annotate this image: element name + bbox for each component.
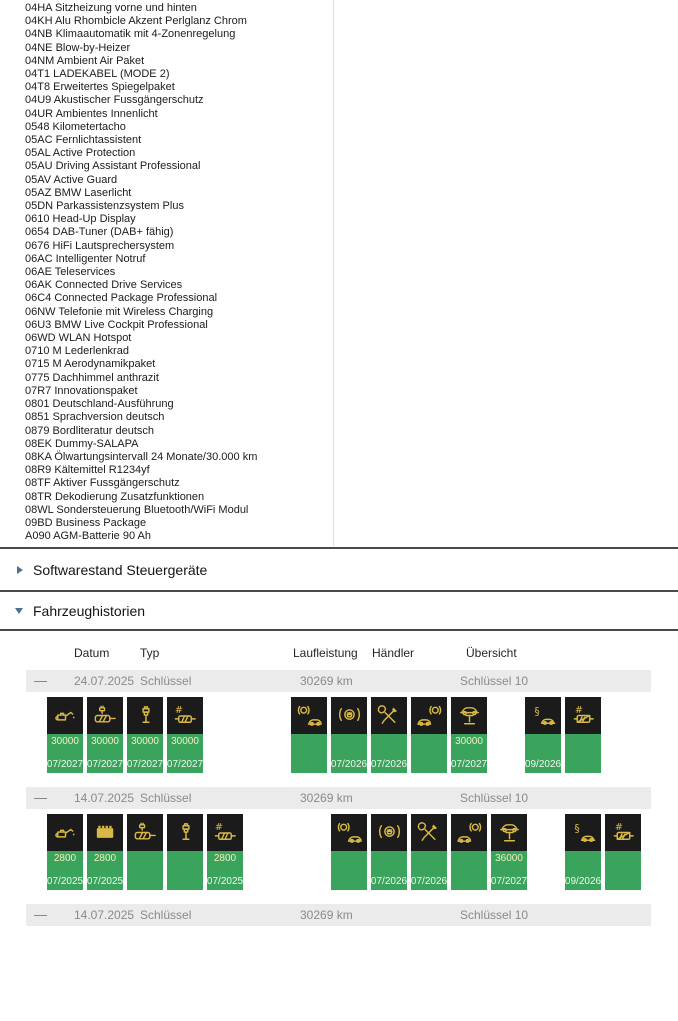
tile-date: 07/2027 — [166, 759, 204, 770]
option-code-line: 0715 M Aerodynamikpaket — [25, 358, 156, 371]
row-typ: Schlüssel — [140, 908, 192, 922]
tile-status — [451, 851, 487, 890]
statutory-inspection-icon — [565, 814, 601, 851]
service-tools-icon — [371, 697, 407, 734]
statutory-inspection-icon — [525, 697, 561, 734]
option-code-line: 0775 Dachhimmel anthrazit — [25, 371, 159, 384]
exhaust-filter-tile — [87, 697, 123, 773]
tile-mileage: 30000 — [171, 736, 199, 747]
service-tile-row — [47, 814, 678, 890]
column-divider — [333, 0, 334, 546]
vehicle-check-tile — [451, 697, 487, 773]
option-code-line: 08WL Sondersteuerung Bluetooth/WiFi Modul — [25, 503, 249, 516]
oil-can-tile — [47, 697, 83, 773]
brake-fluid-icon — [371, 814, 407, 851]
tile-date: 07/2027 — [86, 759, 124, 770]
cabin-filter-icon — [167, 697, 203, 734]
col-uebersicht: Übersicht — [466, 646, 517, 660]
tile-status — [525, 734, 561, 773]
option-code-line: 08TF Aktiver Fussgängerschutz — [25, 477, 180, 490]
history-row-header — [26, 904, 651, 926]
row-laufleistung: 30269 km — [300, 674, 353, 688]
option-code-line: 05AL Active Protection — [25, 147, 136, 160]
tile-status — [47, 851, 83, 890]
tile-mileage: 2800 — [213, 853, 237, 864]
service-tile-group — [565, 814, 641, 890]
row-uebersicht: Schlüssel 10 — [460, 674, 529, 688]
option-code-line: 0610 Head-Up Display — [25, 213, 136, 226]
option-code-line: 06AC Intelligenter Notruf — [25, 252, 146, 265]
battery-icon — [87, 814, 123, 851]
service-tile-group — [47, 697, 203, 773]
option-code-line: 0654 DAB-Tuner (DAB+ fähig) — [25, 226, 174, 239]
option-code-line: 0851 Sprachversion deutsch — [25, 411, 165, 424]
service-tools-tile — [411, 814, 447, 890]
option-code-line: 06WD WLAN Hotspot — [25, 332, 132, 345]
history-row-header — [26, 670, 651, 692]
tile-status — [371, 734, 407, 773]
history-row-header — [26, 787, 651, 809]
tile-status — [87, 851, 123, 890]
tile-status — [565, 734, 601, 773]
option-code-line: 04NM Ambient Air Paket — [25, 54, 145, 67]
service-tile-row — [47, 697, 678, 773]
tile-mileage: 30000 — [131, 736, 159, 747]
option-code-line: 04NE Blow-by-Heizer — [25, 41, 131, 54]
tile-status — [411, 851, 447, 890]
tile-date: 07/2026 — [330, 759, 368, 770]
emission-filter-tile — [605, 814, 641, 890]
option-code-line: 06U3 BMW Live Cockpit Professional — [25, 318, 208, 331]
option-code-line: 06AK Connected Drive Services — [25, 279, 183, 292]
tile-date: 07/2027 — [46, 759, 84, 770]
option-code-line: 08EK Dummy-SALAPA — [25, 437, 139, 450]
section-title: Fahrzeughistorien — [33, 602, 146, 619]
brake-front-icon — [331, 814, 367, 851]
tile-status — [167, 734, 203, 773]
svg-text:#: # — [214, 821, 223, 833]
tile-mileage: 36000 — [495, 853, 523, 864]
option-code-line: 04UR Ambientes Innenlicht — [25, 107, 158, 120]
row-typ: Schlüssel — [140, 674, 192, 688]
row-laufleistung: 30269 km — [300, 791, 353, 805]
history-rows — [0, 670, 678, 1021]
collapse-toggle[interactable]: — — [34, 790, 47, 805]
oil-can-icon — [47, 697, 83, 734]
statutory-inspection-tile — [565, 814, 601, 890]
svg-text:#: # — [614, 821, 623, 833]
option-code-line: 04HA Sitzheizung vorne und hinten — [25, 2, 197, 14]
tile-date: 07/2027 — [490, 876, 528, 887]
option-code-line: 0801 Deutschland-Ausführung — [25, 398, 174, 411]
option-code-line: 04T8 Erweitertes Spiegelpaket — [25, 81, 175, 94]
emission-filter-icon — [605, 814, 641, 851]
tile-date: 07/2025 — [86, 876, 124, 887]
tile-status — [451, 734, 487, 773]
col-datum: Datum — [74, 646, 110, 660]
tile-status — [127, 734, 163, 773]
service-tile-group — [47, 814, 243, 890]
history-table-header — [0, 646, 678, 662]
tile-status — [491, 851, 527, 890]
tile-status — [565, 851, 601, 890]
option-code-line: 04T1 LADEKABEL (MODE 2) — [25, 68, 170, 81]
tile-date: 07/2025 — [206, 876, 244, 887]
section-softwarestand[interactable] — [0, 549, 678, 590]
col-laufleistung: Laufleistung — [293, 646, 358, 660]
brake-rear-tile — [411, 697, 447, 773]
service-tile-group — [291, 697, 487, 773]
option-codes-list — [25, 2, 257, 543]
option-code-line: 0676 HiFi Lautsprechersystem — [25, 239, 175, 252]
svg-text:#: # — [574, 704, 583, 716]
tile-mileage: 30000 — [455, 736, 483, 747]
col-haendler: Händler — [372, 646, 415, 660]
tile-status — [291, 734, 327, 773]
chevron-right-icon — [17, 566, 23, 574]
brake-fluid-icon — [331, 697, 367, 734]
tile-status — [331, 851, 367, 890]
spark-plug-icon — [167, 814, 203, 851]
option-code-line: 0879 Bordliteratur deutsch — [25, 424, 155, 437]
tile-mileage: 2800 — [93, 853, 117, 864]
statutory-inspection-tile — [525, 697, 561, 773]
tile-date: 07/2027 — [450, 759, 488, 770]
tile-date: 09/2026 — [564, 876, 602, 887]
tile-status — [127, 851, 163, 890]
tile-status — [411, 734, 447, 773]
tile-mileage: 30000 — [51, 736, 79, 747]
option-code-line: 08KA Ölwartungsintervall 24 Monate/30.000 km — [25, 450, 258, 463]
spark-plug-tile — [127, 697, 163, 773]
service-tools-icon — [411, 814, 447, 851]
service-tile-group — [331, 814, 527, 890]
option-code-line: 06NW Telefonie mit Wireless Charging — [25, 305, 214, 318]
tile-date: 07/2026 — [370, 876, 408, 887]
option-code-line: 08TR Dekodierung Zusatzfunktionen — [25, 490, 205, 503]
chevron-down-icon — [15, 608, 23, 614]
tile-status — [605, 851, 641, 890]
section-fahrzeughistorien[interactable] — [0, 592, 678, 629]
cabin-filter-tile — [167, 697, 203, 773]
emission-filter-tile — [565, 697, 601, 773]
exhaust-filter-icon — [127, 814, 163, 851]
row-datum: 14.07.2025 — [74, 791, 135, 805]
vehicle-check-icon — [451, 697, 487, 734]
collapse-toggle[interactable]: — — [34, 907, 47, 922]
option-code-line: 05AC Fernlichtassistent — [25, 134, 142, 147]
svg-text:§: § — [533, 705, 540, 718]
tile-date: 07/2026 — [370, 759, 408, 770]
service-tile-row — [47, 931, 678, 1007]
option-code-line: 06C4 Connected Package Professional — [25, 292, 218, 305]
brake-front-tile — [331, 814, 367, 890]
row-datum: 24.07.2025 — [74, 674, 135, 688]
spark-plug-tile — [167, 814, 203, 890]
option-code-line: 04NB Klimaautomatik mit 4-Zonenregelung — [25, 28, 236, 41]
collapse-toggle[interactable]: — — [34, 673, 47, 688]
option-code-line: 06AE Teleservices — [25, 266, 116, 279]
brake-front-tile — [291, 697, 327, 773]
option-code-line: 05AU Driving Assistant Professional — [25, 160, 201, 173]
cabin-filter-icon — [207, 814, 243, 851]
brake-rear-icon — [451, 814, 487, 851]
option-code-line: 05AZ BMW Laserlicht — [25, 186, 132, 199]
brake-fluid-tile — [371, 814, 407, 890]
row-uebersicht: Schlüssel 10 — [460, 908, 529, 922]
row-laufleistung: 30269 km — [300, 908, 353, 922]
section-divider — [0, 629, 678, 631]
tile-date: 07/2025 — [46, 876, 84, 887]
tile-date: 07/2027 — [126, 759, 164, 770]
option-code-line: 08R9 Kältemittel R1234yf — [25, 464, 150, 477]
cabin-filter-tile — [207, 814, 243, 890]
exhaust-filter-tile — [127, 814, 163, 890]
service-tile-group — [525, 697, 601, 773]
tile-status — [331, 734, 367, 773]
brake-fluid-tile — [331, 697, 367, 773]
oil-can-tile — [47, 814, 83, 890]
brake-rear-tile — [451, 814, 487, 890]
brake-rear-icon — [411, 697, 447, 734]
exhaust-filter-icon — [87, 697, 123, 734]
option-code-line: 09BD Business Package — [25, 516, 147, 529]
tile-status — [207, 851, 243, 890]
oil-can-icon — [47, 814, 83, 851]
service-tools-tile — [371, 697, 407, 773]
brake-front-icon — [291, 697, 327, 734]
tile-date: 07/2026 — [410, 876, 448, 887]
svg-text:§: § — [573, 822, 580, 835]
option-code-line: 04U9 Akustischer Fussgängerschutz — [25, 94, 204, 107]
svg-text:#: # — [174, 704, 183, 716]
option-code-line: 05AV Active Guard — [25, 173, 118, 186]
col-typ: Typ — [140, 646, 160, 660]
option-code-line: 0548 Kilometertacho — [25, 120, 126, 133]
battery-tile — [87, 814, 123, 890]
option-code-line: 07R7 Innovationspaket — [25, 384, 138, 397]
section-title: Softwarestand Steuergeräte — [33, 561, 208, 578]
vehicle-check-tile — [491, 814, 527, 890]
row-uebersicht: Schlüssel 10 — [460, 791, 529, 805]
option-code-line: 0710 M Lederlenkrad — [25, 345, 129, 358]
tile-mileage: 2800 — [53, 853, 77, 864]
row-typ: Schlüssel — [140, 791, 192, 805]
tile-date: 09/2026 — [524, 759, 562, 770]
tile-status — [87, 734, 123, 773]
option-code-line: 05DN Parkassistenzsystem Plus — [25, 200, 184, 213]
option-code-line: A090 AGM-Batterie 90 Ah — [25, 530, 151, 543]
option-code-line: 04KH Alu Rhombicle Akzent Perlglanz Chrom — [25, 15, 247, 28]
row-datum: 14.07.2025 — [74, 908, 135, 922]
spark-plug-icon — [127, 697, 163, 734]
tile-status — [47, 734, 83, 773]
tile-status — [371, 851, 407, 890]
tile-status — [167, 851, 203, 890]
tile-mileage: 30000 — [91, 736, 119, 747]
vehicle-check-icon — [491, 814, 527, 851]
emission-filter-icon — [565, 697, 601, 734]
